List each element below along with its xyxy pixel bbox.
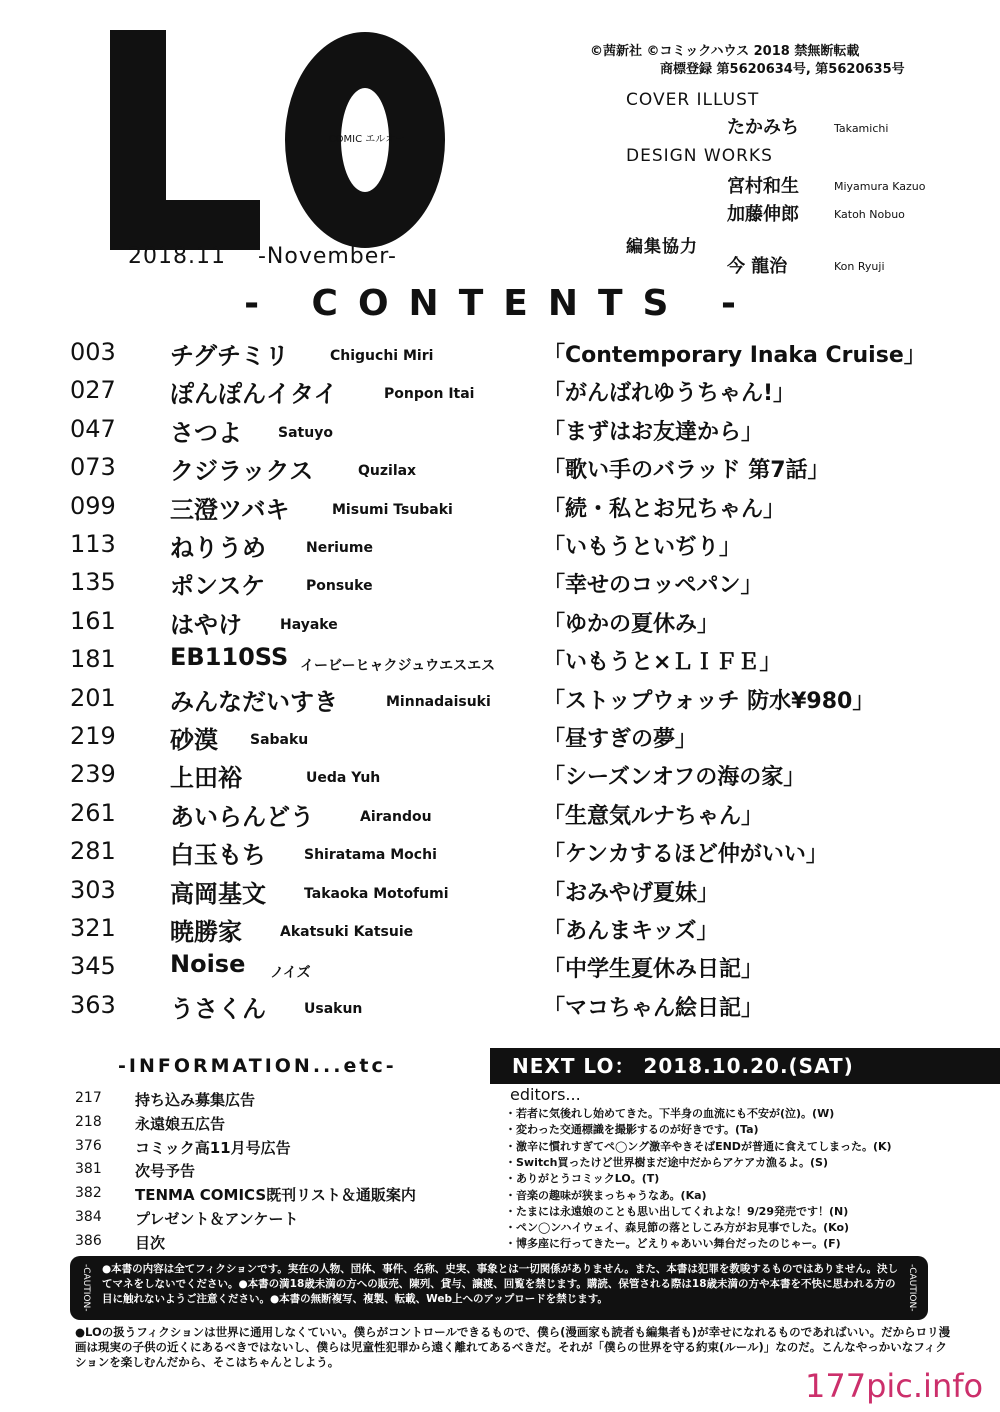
information-page-number: 384 bbox=[75, 1209, 102, 1225]
information-row bbox=[75, 1233, 475, 1257]
contents-story-title: 「いもうといぢり」 bbox=[543, 535, 742, 560]
contents-author-romaji: ノイズ bbox=[270, 965, 311, 982]
contents-story-title: 「シーズンオフの海の家」 bbox=[543, 765, 806, 791]
contents-story-title: 「あんまキッズ」 bbox=[543, 919, 719, 944]
contents-row bbox=[70, 645, 970, 683]
information-page-number: 381 bbox=[75, 1161, 102, 1178]
magazine-logo bbox=[110, 30, 445, 250]
contents-author-romaji: Hayake bbox=[280, 616, 338, 633]
contents-row bbox=[70, 492, 970, 530]
contents-story-title: 「幸せのコッペパン」 bbox=[543, 573, 763, 599]
contents-author: うさくん bbox=[170, 994, 266, 1023]
contents-author: EB110SS bbox=[170, 643, 289, 672]
contents-author: 三澄ツバキ bbox=[170, 495, 290, 524]
contents-author-romaji: Quzilax bbox=[358, 463, 417, 480]
editor-comment: ・音楽の趣味が狭まっちゃうなあ。(Ka) bbox=[505, 1188, 707, 1202]
contents-row bbox=[70, 760, 970, 798]
contents-row bbox=[70, 530, 970, 568]
contents-author-romaji: Shiratama Mochi bbox=[304, 847, 437, 864]
editor-comment: ・たまには永遠娘のことも思い出してくれよな！9/29発売です！(N) bbox=[505, 1204, 849, 1218]
trademark-line: 商標登録 第5620634号, 第5620635号 bbox=[660, 62, 905, 77]
contents-story-title: 「ケンカするほど仲がいい」 bbox=[543, 842, 828, 868]
information-row bbox=[75, 1090, 475, 1114]
information-item: TENMA COMICS既刊リスト＆通販案内 bbox=[135, 1186, 416, 1205]
contents-page-number: 239 bbox=[70, 760, 116, 789]
contents-page-number: 261 bbox=[70, 798, 116, 827]
credit-name-ja: 宮村和生 bbox=[727, 176, 799, 197]
contents-row bbox=[70, 991, 970, 1029]
contents-story-title: 「ストップウォッチ 防水¥980」 bbox=[543, 688, 875, 714]
contents-author-romaji: Neriume bbox=[306, 540, 373, 556]
information-row bbox=[75, 1138, 475, 1162]
contents-author-romaji: Satuyo bbox=[278, 424, 333, 441]
contents-author: 高岡基文 bbox=[170, 879, 266, 908]
information-page-number: 386 bbox=[75, 1232, 102, 1249]
information-row bbox=[75, 1209, 475, 1233]
contents-author: クジラックス bbox=[170, 457, 314, 486]
contents-story-title: 「おみやげ夏妹」 bbox=[543, 880, 720, 906]
caution-text: ●本書の内容は全てフィクションです。実在の人物、団体、事件、名称、史実、事象とは一切関係がありません。また、本書は犯罪を教唆するものではありません。決してマネをしないでください。●本書の満18歳未満の方への販売、陳列、貸与、譲渡、回覧を禁じます。購読、保管される際は18歳未満の方や本書を不快に思われる方の目に触れないようご注意ください。●本書の無断複写、複製、転載、Web上へのアップロードを禁じます。 bbox=[102, 1263, 899, 1305]
contents-story-title: 「中学生夏休み日記」 bbox=[543, 957, 764, 983]
contents-author-romaji: Chiguchi Miri bbox=[330, 348, 434, 364]
editor-comment: ・博多座に行ってきたー。どえりゃあいい舞台だったのじゃー。(F) bbox=[505, 1237, 841, 1251]
editor-comment: ・Switch買ったけど世界樹まだ途中だからアケアカ漁るよ。(S) bbox=[505, 1155, 829, 1169]
contents-author: 砂漠 bbox=[170, 726, 218, 754]
contents-page-number: 219 bbox=[70, 722, 116, 750]
information-item: 次号予告 bbox=[135, 1162, 196, 1181]
contents-row bbox=[70, 799, 970, 837]
contents-author-romaji: Misumi Tsubaki bbox=[332, 501, 453, 518]
contents-author-romaji: Minnadaisuki bbox=[386, 693, 491, 710]
information-item: コミック高11月号広告 bbox=[135, 1138, 291, 1157]
contents-author-romaji: Sabaku bbox=[250, 732, 309, 748]
contents-page-number: 181 bbox=[70, 645, 116, 674]
logo-letter-l-foot bbox=[110, 200, 260, 250]
contents-author-romaji: Ponsuke bbox=[306, 578, 373, 595]
credit-name-romaji: Miyamura Kazuo bbox=[834, 180, 926, 193]
editors-heading: editors... bbox=[510, 1085, 581, 1104]
contents-author-romaji: Usakun bbox=[304, 1000, 363, 1017]
contents-author-romaji: Airandou bbox=[360, 808, 432, 825]
contents-row bbox=[70, 453, 970, 491]
next-issue-banner: NEXT LO： 2018.10.20.(SAT) bbox=[490, 1048, 1000, 1084]
contents-author: 暁勝家 bbox=[170, 918, 242, 946]
logo-subtitle: COMIC エルオー bbox=[328, 134, 406, 145]
information-item: プレゼント＆アンケート bbox=[135, 1210, 299, 1228]
information-page-number: 382 bbox=[75, 1185, 102, 1202]
contents-heading: - CONTENTS - bbox=[244, 283, 756, 324]
caution-notice bbox=[70, 1256, 928, 1320]
contents-page-number: 303 bbox=[70, 875, 116, 904]
information-item: 持ち込み募集広告 bbox=[135, 1091, 256, 1109]
contents-author: チグチミリ bbox=[170, 342, 290, 370]
contents-page-number: 113 bbox=[70, 530, 116, 558]
editor-comment: ・若者に気後れし始めてきた。下半身の血流にも不安が(泣)。(W) bbox=[505, 1107, 835, 1120]
contents-author-romaji: Akatsuki Katsuie bbox=[280, 924, 414, 940]
contents-author: ねりうめ bbox=[170, 534, 266, 562]
contents-author: ポンスケ bbox=[170, 572, 266, 601]
contents-row bbox=[70, 415, 970, 453]
information-row bbox=[75, 1114, 475, 1138]
information-page-number: 376 bbox=[75, 1137, 102, 1154]
credit-name-ja: 加藤伸郎 bbox=[727, 204, 799, 225]
contents-page-number: 345 bbox=[70, 952, 116, 981]
contents-author-romaji: イービーヒャクジュウエスエス bbox=[300, 658, 496, 675]
contents-author-romaji: Takaoka Motofumi bbox=[304, 885, 449, 902]
contents-row bbox=[70, 914, 970, 952]
contents-row bbox=[70, 876, 970, 914]
contents-page-number: 073 bbox=[70, 453, 116, 482]
contents-story-title: 「続・私とお兄ちゃん」 bbox=[543, 496, 786, 522]
information-heading: -INFORMATION...etc- bbox=[118, 1055, 397, 1077]
issue-year-month: 2018.11 bbox=[128, 244, 226, 269]
credit-role-editing: 編集協力 bbox=[626, 237, 698, 257]
contents-row bbox=[70, 376, 970, 414]
editor-comment: ・激辛に慣れすぎてペ◯ング激辛やきそばENDが普通に食えてしまった。(K) bbox=[505, 1139, 892, 1153]
contents-row bbox=[70, 722, 970, 760]
contents-row bbox=[70, 952, 970, 990]
issue-month-name: -November- bbox=[257, 244, 397, 269]
contents-author: はやけ bbox=[170, 610, 242, 639]
contents-page-number: 003 bbox=[70, 338, 116, 366]
contents-story-title: 「がんばれゆうちゃん!」 bbox=[543, 381, 796, 407]
information-row bbox=[75, 1161, 475, 1185]
credit-name-ja: たかみち bbox=[727, 117, 799, 138]
contents-author-romaji: Ponpon Itai bbox=[384, 386, 475, 403]
editor-comment: ・ペン◯ンハイウェイ、森見節の落としこみ方がお見事でした。(Ko) bbox=[505, 1221, 850, 1235]
credit-name-romaji: Kon Ryuji bbox=[834, 260, 885, 273]
contents-story-title: 「Contemporary Inaka Cruise」 bbox=[543, 343, 926, 368]
credit-name-romaji: Takamichi bbox=[834, 122, 889, 135]
contents-page-number: 135 bbox=[70, 568, 116, 597]
contents-story-title: 「マコちゃん絵日記」 bbox=[543, 995, 764, 1021]
information-row bbox=[75, 1185, 475, 1209]
contents-story-title: 「いもうと×ＬＩＦＥ」 bbox=[543, 650, 782, 676]
contents-page-number: 321 bbox=[70, 914, 116, 942]
contents-row bbox=[70, 607, 970, 645]
contents-story-title: 「昼すぎの夢」 bbox=[543, 727, 698, 752]
contents-row bbox=[70, 684, 970, 722]
contents-author: さつよ bbox=[170, 418, 242, 447]
information-page-number: 217 bbox=[75, 1090, 102, 1106]
caution-label-left: -CAUTION- bbox=[81, 1264, 91, 1312]
contents-story-title: 「歌い手のバラッド 第7話」 bbox=[543, 458, 830, 484]
contents-page-number: 161 bbox=[70, 606, 116, 635]
watermark: 177pic.info bbox=[805, 1367, 984, 1405]
contents-story-title: 「まずはお友達から」 bbox=[543, 419, 764, 445]
credit-role-design: DESIGN WORKS bbox=[626, 146, 773, 166]
contents-page-number: 027 bbox=[70, 376, 116, 405]
information-page-number: 218 bbox=[75, 1113, 102, 1130]
caution-label-right: -CAUTION- bbox=[907, 1264, 917, 1312]
contents-author: あいらんどう bbox=[170, 802, 314, 831]
credit-name-romaji: Katoh Nobuo bbox=[834, 208, 905, 221]
contents-author: 白玉もち bbox=[170, 841, 266, 870]
contents-story-title: 「ゆかの夏休み」 bbox=[543, 611, 720, 637]
contents-row bbox=[70, 568, 970, 606]
editor-comment: ・ありがとうコミックLO。(T) bbox=[505, 1172, 660, 1186]
editor-comment: ・変わった交通標識を撮影するのが好きです。(Ta) bbox=[505, 1123, 759, 1137]
credit-name-ja: 今 龍治 bbox=[727, 256, 788, 277]
contents-author: みんなだいすき bbox=[170, 687, 338, 716]
information-item: 目次 bbox=[135, 1233, 166, 1252]
contents-author: Noise bbox=[170, 950, 246, 979]
contents-page-number: 099 bbox=[70, 491, 116, 520]
contents-author: ぽんぽんイタイ bbox=[170, 380, 338, 409]
information-item: 永遠娘五広告 bbox=[135, 1114, 226, 1133]
contents-story-title: 「生意気ルナちゃん」 bbox=[543, 803, 764, 829]
contents-page-number: 281 bbox=[70, 837, 116, 866]
contents-page-number: 047 bbox=[70, 414, 116, 443]
contents-row bbox=[70, 837, 970, 875]
contents-author: 上田裕 bbox=[170, 764, 242, 793]
contents-row bbox=[70, 338, 970, 376]
contents-page-number: 201 bbox=[70, 683, 116, 712]
copyright-line: ©茜新社 ©コミックハウス 2018 禁無断転載 bbox=[590, 44, 860, 59]
contents-page-number: 363 bbox=[70, 990, 116, 1019]
footer-statement: ●LOの扱うフィクションは世界に通用しなくていい。僕らがコントロールできるもので、僕ら(漫画家も読者も編集者も)が幸せになれるものであればいい。だからロリ漫画は現実の子供の近くにあるべきではないし、僕らは児童性犯罪から遠く離れてあるべきだ。それが「僕らの世界を守る約束(ルール)」なのだ。こんなやっかいなフィクションを楽しむんだから、そこはちゃんとしよう。 bbox=[75, 1325, 951, 1369]
contents-author-romaji: Ueda Yuh bbox=[306, 770, 381, 787]
issue-date bbox=[128, 244, 397, 269]
credit-role-cover: COVER ILLUST bbox=[626, 90, 760, 110]
